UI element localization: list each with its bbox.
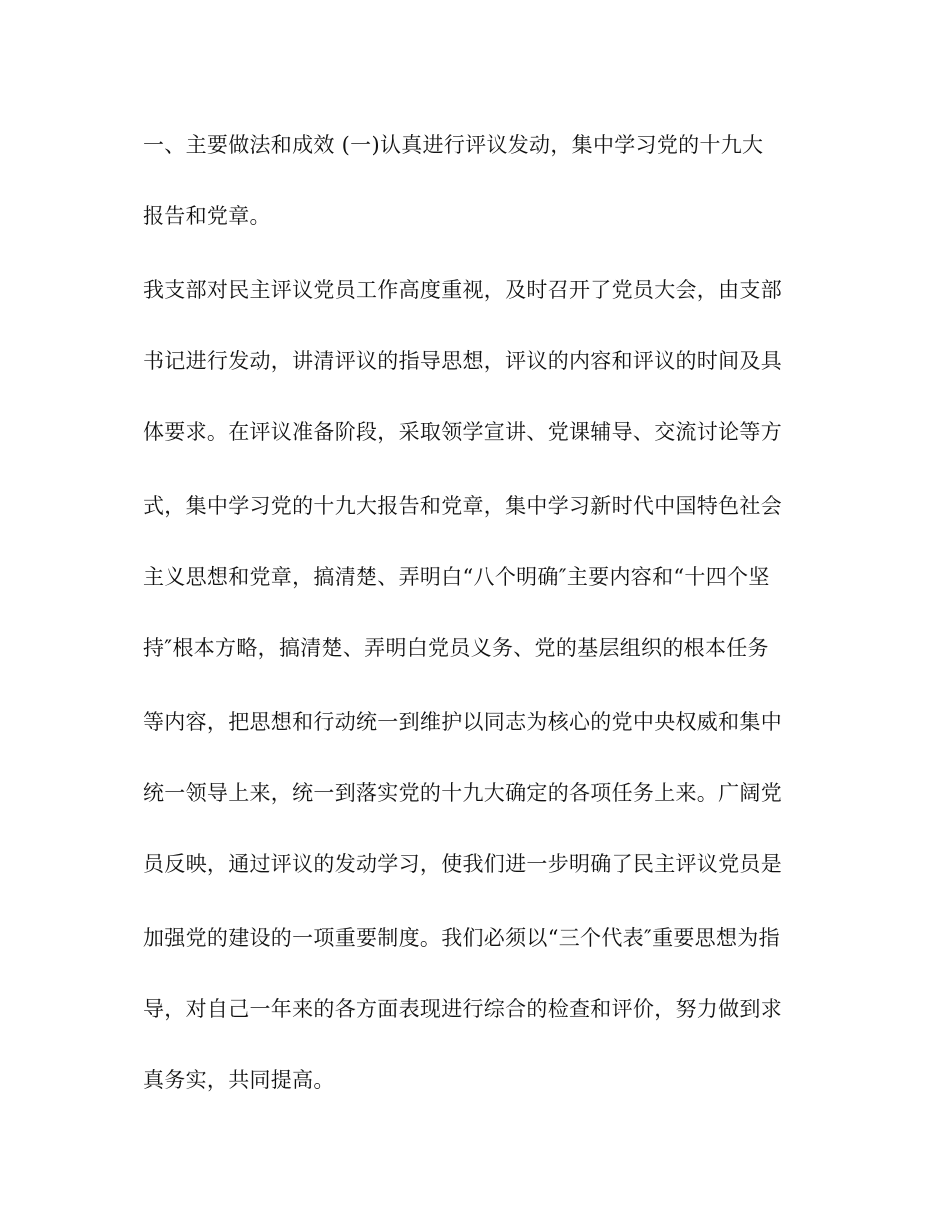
text-line: 真务实，共同提高。 [143, 1068, 335, 1092]
text-line: 加强党的建设的一项重要制度。我们必须以“三个代表″重要思想为指 [143, 926, 780, 950]
text-line: 报告和党章。 [143, 204, 271, 228]
text-line: 体要求。在评议准备阶段，采取领学宣讲、党课辅导、交流讨论等方 [143, 420, 782, 444]
text-line: 持″根本方略，搞清楚、弄明白党员义务、党的基层组织的根本任务 [143, 636, 769, 660]
text-line: 员反映，通过评议的发动学习，使我们进一步明确了民主评议党员是 [143, 852, 782, 876]
text-line: 我支部对民主评议党员工作高度重视，及时召开了党员大会，由支部 [143, 278, 782, 302]
text-line: 导，对自己一年来的各方面表现进行综合的检查和评价，努力做到求 [143, 997, 782, 1021]
text-line: 书记进行发动，讲清评议的指导思想，评议的内容和评议的时间及具 [143, 349, 782, 373]
text-line: 式，集中学习党的十九大报告和党章，集中学习新时代中国特色社会 [143, 494, 782, 518]
text-line: 统一领导上来，统一到落实党的十九大确定的各项任务上来。广阔党 [143, 781, 782, 805]
text-line: 等内容，把思想和行动统一到维护以同志为核心的党中央权威和集中 [143, 710, 782, 734]
text-line: 主义思想和党章，搞清楚、弄明白“八个明确″主要内容和“十四个坚 [143, 565, 770, 589]
text-line: 一、主要做法和成效 (一)认真进行评议发动，集中学习党的十九大 [143, 133, 764, 157]
